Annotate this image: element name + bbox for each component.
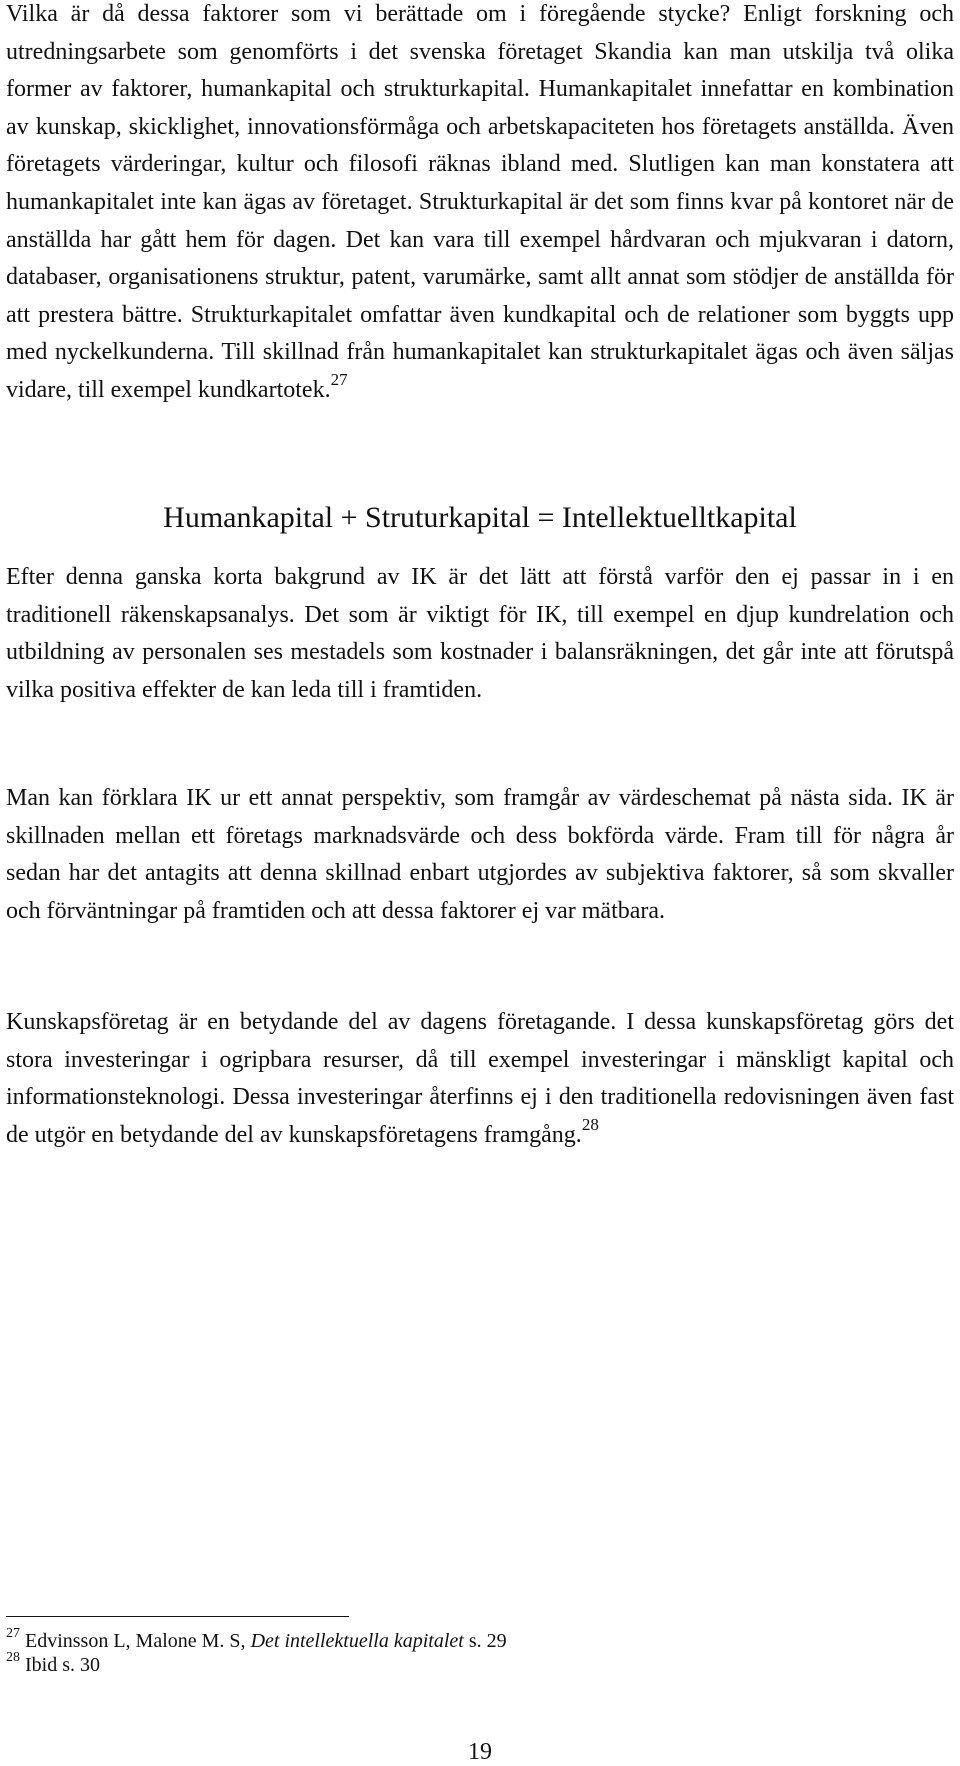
footnote-book-title: Det intellektuella kapitalet — [250, 1630, 464, 1652]
paragraph-4-text: Kunskapsföretag är en betydande del av dagens företagande. I dessa kunskapsföretag görs det stora investeringar i ogripbara resurser, då till exempel investeringar i mänskligt kapital och informationsteknologi. Dessa investeringar återfinns ej i den traditionella redovisningen även fast de utgör en betydande del av kunskapsföretagens framgång. — [6, 1009, 954, 1148]
body-paragraph-1 — [6, 0, 954, 410]
footnote-text: Ibid s. 30 — [25, 1654, 100, 1676]
footnote-separator — [6, 1616, 349, 1617]
footnote-ref-27[interactable]: 27 — [330, 369, 348, 389]
footnote-27 — [6, 1626, 954, 1653]
footnotes — [6, 1626, 954, 1677]
footnote-ref-28[interactable]: 28 — [581, 1114, 599, 1134]
footnote-text: Edvinsson L, Malone M. S, — [25, 1630, 251, 1652]
footnote-number: 27 — [6, 1626, 20, 1642]
body-paragraph-2 — [6, 559, 954, 709]
paragraph-3-text: Man kan förklara IK ur ett annat perspektiv, som framgår av värdeschemat på nästa sida. IK är skillnaden mellan ett företags marknadsvärde och dess bokförda värde. Fram till för några år sedan har det antagits att denna skillnad enbart utgjordes av subjektiva faktorer, så som skvaller och förväntningar på framtiden och att dessa faktorer ej var mätbara. — [6, 785, 954, 924]
formula-heading: Humankapital + Struturkapital = Intellektuelltkapital — [163, 501, 797, 534]
paragraph-1-text: Vilka är då dessa faktorer som vi berättade om i föregående stycke? Enligt forskning och utredningsarbete som genomförts i det svenska företaget Skandia kan man utskilja två olika former av faktorer, humankapital och strukturkapital. Humankapitalet innefattar en kombination av kunskap, skicklighet, innovationsförmåga och arbetskapaciteten hos företagets anställda. Även företagets värderingar, kultur och filosofi räknas ibland med. Slutligen kan man konstatera att humankapitalet inte kan ägas av företaget. Strukturkapital är det som finns kvar på kontoret när de anställda har gått hem för dagen. Det kan vara till exempel hårdvaran och mjukvaran i datorn, databaser, organisationens struktur, patent, varumärke, samt allt annat som stödjer de anställda för att prestera bättre. Strukturkapitalet omfattar även kundkapital och de relationer som byggts upp med nyckelkunderna. Till skillnad från humankapitalet kan strukturkapitalet ägas och även säljas vidare, till exempel kundkartotek. — [6, 1, 954, 403]
body-paragraph-3 — [6, 780, 954, 930]
paragraph-2-text: Efter denna ganska korta bakgrund av IK är det lätt att förstå varför den ej passar in i en traditionell räkenskapsanalys. Det som är viktigt för IK, till exempel en djup kundrelation och utbildning av personalen ses mestadels som kostnader i balansräkningen, det går inte att förutspå vilka positiva effekter de kan leda till i framtiden. — [6, 564, 954, 703]
footnote-number: 28 — [6, 1650, 20, 1666]
body-paragraph-4 — [6, 1004, 954, 1154]
footnote-28 — [6, 1650, 954, 1677]
footnote-page: s. 29 — [463, 1630, 507, 1652]
page-number: 19 — [468, 1739, 492, 1765]
